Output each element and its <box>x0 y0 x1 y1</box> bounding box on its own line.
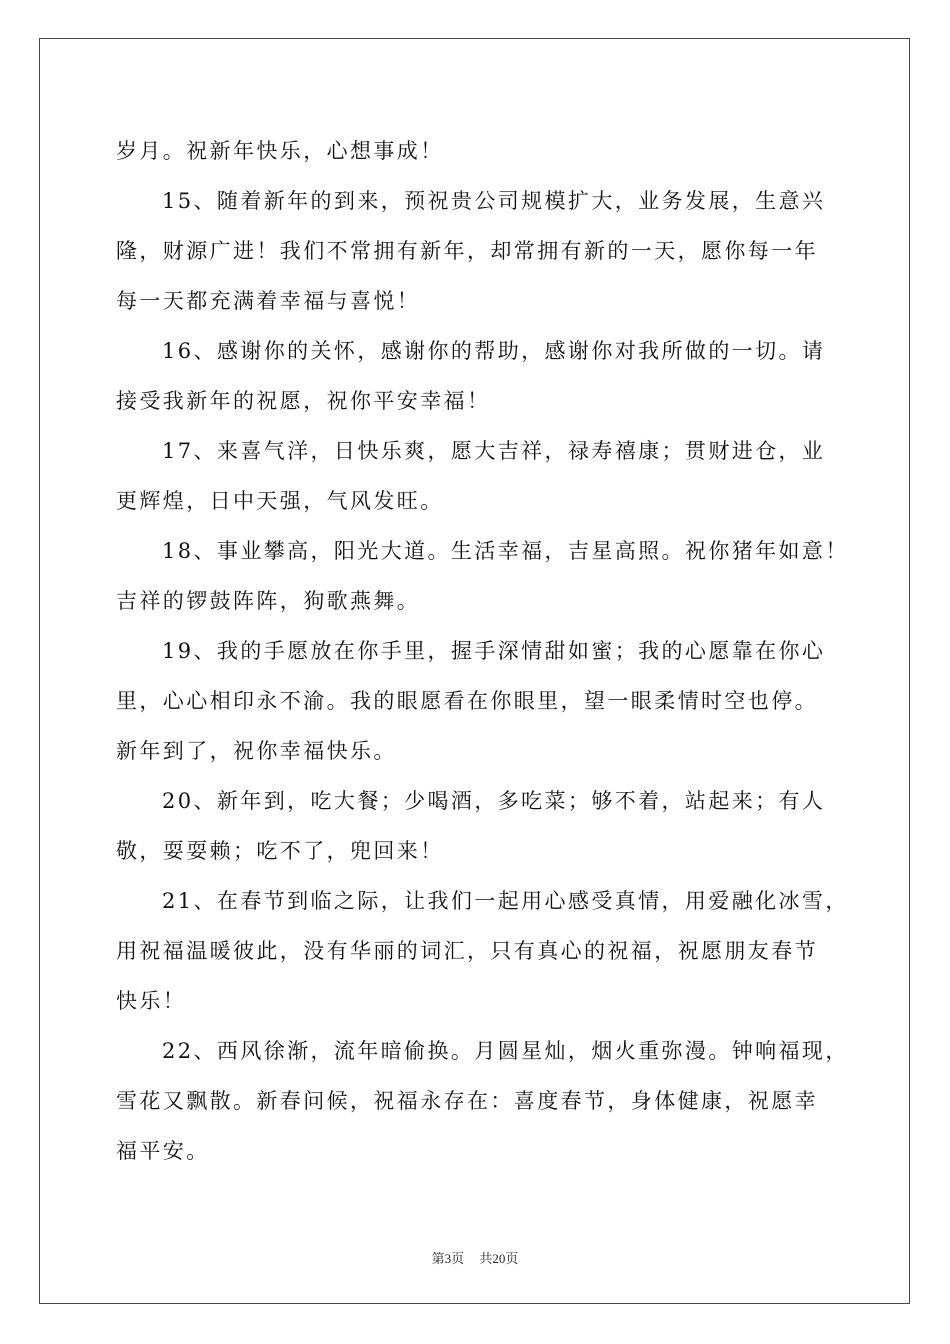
page-total: 共20页 <box>479 1251 519 1266</box>
text-line: 19、我的手愿放在你手里，握手深情甜如蜜；我的心愿靠在你心 <box>162 639 826 663</box>
text-line: 15、随着新年的到来，预祝贵公司规模扩大，业务发展，生意兴 <box>162 189 826 213</box>
text-line: 里，心心相印永不渝。我的眼愿看在你眼里，望一眼柔情时空也停。 <box>116 689 818 713</box>
text-line: 新年到了，祝你幸福快乐。 <box>116 739 397 763</box>
text-line: 20、新年到，吃大餐；少喝酒，多吃菜；够不着，站起来；有人 <box>162 789 826 813</box>
text-line: 更辉煌，日中天强，气风发旺。 <box>116 489 444 513</box>
text-line: 16、感谢你的关怀，感谢你的帮助，感谢你对我所做的一切。请 <box>162 339 826 363</box>
text-line: 22、西风徐渐，流年暗偷换。月圆星灿，烟火重弥漫。钟响福现， <box>162 1039 849 1063</box>
text-line: 18、事业攀高，阳光大道。生活幸福，吉星高照。祝你猪年如意！ <box>162 539 849 563</box>
page-number: 第3页 <box>431 1251 465 1266</box>
text-line: 岁月。祝新年快乐，心想事成！ <box>116 139 444 163</box>
text-line: 每一天都充满着幸福与喜悦！ <box>116 289 421 313</box>
text-line: 21、在春节到临之际，让我们一起用心感受真情，用爱融化冰雪， <box>162 889 849 913</box>
text-line: 福平安。 <box>116 1139 210 1163</box>
text-line: 用祝福温暖彼此，没有华丽的词汇，只有真心的祝福，祝愿朋友春节 <box>116 939 818 963</box>
document-body <box>116 126 849 1176</box>
text-line: 17、来喜气洋，日快乐爽，愿大吉祥，禄寿禧康；贯财进仓，业 <box>162 439 826 463</box>
text-line: 敬，耍耍赖；吃不了，兜回来！ <box>116 839 444 863</box>
text-line: 雪花又飘散。新春问候，祝福永存在：喜度春节，身体健康，祝愿幸 <box>116 1089 818 1113</box>
text-line: 快乐！ <box>116 989 187 1013</box>
text-line: 接受我新年的祝愿，祝你平安幸福！ <box>116 389 491 413</box>
page-footer <box>0 1248 950 1267</box>
text-line: 吉祥的锣鼓阵阵，狗歌燕舞。 <box>116 589 421 613</box>
text-line: 隆，财源广进！我们不常拥有新年，却常拥有新的一天，愿你每一年 <box>116 239 818 263</box>
